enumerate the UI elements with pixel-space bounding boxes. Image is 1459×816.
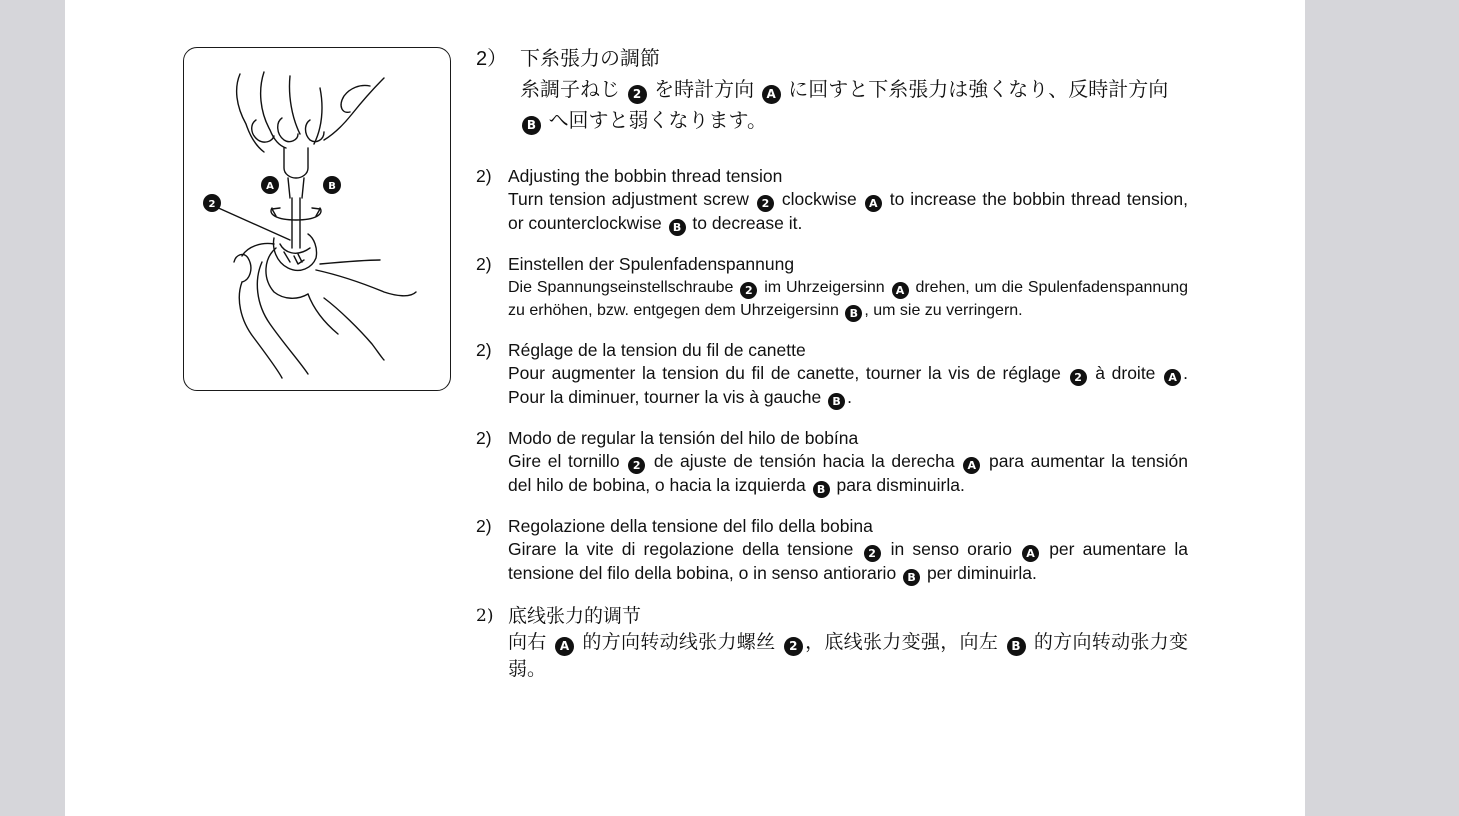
section-heading: Einstellen der Spulenfadenspannung <box>508 254 795 274</box>
section-japanese <box>476 44 1188 137</box>
section-body: Die Spannungseinstellschraube 2 im Uhrzeigersinn A drehen, um die Spulenfadenspannung zu erhöhen, bzw. entgegen dem Uhrzeigersinn B , um sie zu verringern. <box>508 279 1189 320</box>
section-heading: 下糸張力の調節 <box>520 48 660 70</box>
section-number: 2) <box>476 254 492 274</box>
marker-2-icon: 2 <box>628 85 647 104</box>
marker-b-icon: B <box>903 569 920 586</box>
section-italian <box>476 515 1188 586</box>
section-body: Girare la vite di regolazione della tensione 2 in senso orario A per aumentare la tensione del filo della bobina, o in senso antiorario B per diminuirla. <box>508 539 1188 584</box>
section-heading: Regolazione della tensione del filo della bobina <box>508 516 873 536</box>
section-number: 2） <box>476 48 508 70</box>
section-chinese <box>476 603 1188 682</box>
section-number: 2) <box>476 606 494 626</box>
marker-a-icon: A <box>762 85 781 104</box>
callout-2-label: 2 <box>208 199 216 210</box>
marker-2-icon: 2 <box>740 282 757 299</box>
marker-b-icon: B <box>845 305 862 322</box>
instruction-sections <box>476 44 1188 682</box>
callout-a-label: A <box>266 181 274 192</box>
marker-b-icon: B <box>522 116 541 135</box>
section-number: 2) <box>476 166 492 186</box>
marker-2-icon: 2 <box>1070 369 1087 386</box>
section-english <box>476 165 1188 236</box>
manual-page <box>65 0 1305 816</box>
marker-a-icon: A <box>865 195 882 212</box>
marker-2-icon: 2 <box>784 637 803 656</box>
marker-b-icon: B <box>828 393 845 410</box>
hand-screwdriver-bobbin-case-drawing <box>184 48 450 390</box>
section-body: 向右 A 的方向转动线张力螺丝 2 ，底线张力变强，向左 B 的方向转动张力变弱。 <box>508 631 1189 680</box>
bobbin-tension-illustration <box>183 47 451 391</box>
section-body: Turn tension adjustment screw 2 clockwise A to increase the bobbin thread tension, or counterclockwise B to decrease it. <box>508 189 1189 234</box>
marker-b-icon: B <box>669 219 686 236</box>
section-heading: Réglage de la tension du fil de canette <box>508 340 806 360</box>
marker-a-icon: A <box>555 637 574 656</box>
marker-a-icon: A <box>963 457 980 474</box>
section-number: 2) <box>476 340 492 360</box>
section-german <box>476 253 1188 322</box>
marker-a-icon: A <box>1164 369 1181 386</box>
marker-2-icon: 2 <box>864 545 881 562</box>
section-number: 2) <box>476 516 492 536</box>
section-heading: 底线张力的调节 <box>508 605 642 627</box>
section-heading: Modo de regular la tensión del hilo de bobína <box>508 428 859 448</box>
section-body: 糸調子ねじ 2 を時計方向 A に回すと下糸張力は強くなり、反時計方向 B へ回すと弱くなります。 <box>476 75 1188 137</box>
marker-a-icon: A <box>1022 545 1039 562</box>
section-spanish <box>476 427 1188 498</box>
section-french <box>476 339 1188 410</box>
section-number: 2) <box>476 428 492 448</box>
section-body: Gire el tornillo 2 de ajuste de tensión hacia la derecha A para aumentar la tensión del hilo de bobina, o hacia la izquierda B para disminuirla. <box>508 451 1188 496</box>
marker-2-icon: 2 <box>628 457 645 474</box>
marker-2-icon: 2 <box>757 195 774 212</box>
callout-b-label: B <box>328 181 336 192</box>
marker-b-icon: B <box>1007 637 1026 656</box>
section-body: Pour augmenter la tension du fil de canette, tourner la vis de réglage 2 à droite A . Pour la diminuer, tourner la vis à gauche B . <box>508 363 1188 408</box>
marker-b-icon: B <box>813 481 830 498</box>
marker-a-icon: A <box>892 282 909 299</box>
section-heading: Adjusting the bobbin thread tension <box>508 166 783 186</box>
